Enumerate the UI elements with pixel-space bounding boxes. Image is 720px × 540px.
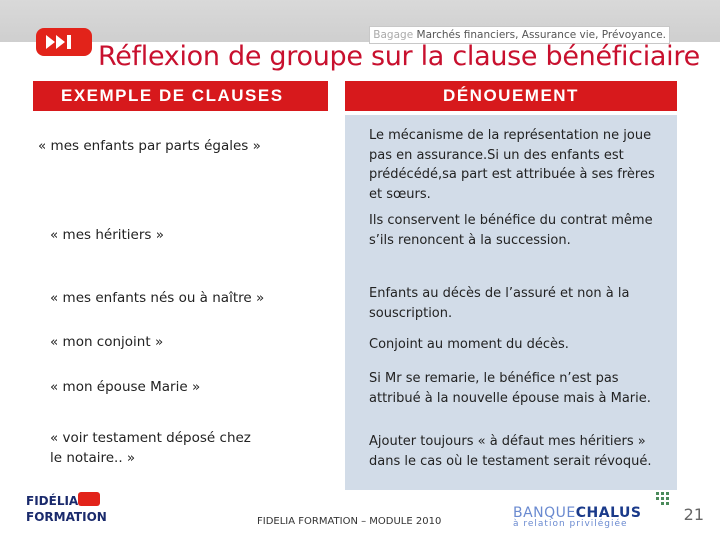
breadcrumb-muted: Bagage [373, 29, 414, 41]
outcome-item: Le mécanisme de la représentation ne joue pas en assurance.Si un des enfants est prédécédé,sa part est attribuée à ses frères et sœurs. [369, 128, 655, 202]
page-title: Réflexion de groupe sur la clause bénéficiaire [98, 41, 700, 72]
brand-right-tagline: à relation privilégiée [513, 519, 628, 529]
outcome-item: Enfants au décès de l’assuré et non à la souscription. [369, 286, 630, 321]
outcome-item: Ajouter toujours « à défaut mes héritiers » dans le cas où le testament serait révoqué. [369, 434, 652, 469]
page-number: 21 [683, 505, 704, 524]
fidelia-logo [36, 28, 92, 56]
clause-item: « mes enfants nés ou à naître » [50, 290, 265, 306]
clause-item: « mes héritiers » [50, 227, 164, 243]
fidelia-formation-logo [26, 492, 107, 532]
dot-grid-icon [656, 492, 670, 506]
column-header-outcome: DÉNOUEMENT [345, 81, 677, 111]
brand-left-line2: FORMATION [26, 510, 107, 524]
clause-item: « mon épouse Marie » [50, 379, 201, 395]
fast-forward-badge-icon [78, 492, 100, 506]
clause-item: « mes enfants par parts égales » [38, 138, 261, 154]
clause-item: « voir testament déposé chez [50, 430, 251, 446]
brand-right-name: BANQUECHALUS [513, 505, 642, 521]
footer-module-text: FIDELIA FORMATION – MODULE 2010 [257, 516, 442, 527]
clause-item: « mon conjoint » [50, 334, 164, 350]
column-header-clauses: EXEMPLE DE CLAUSES [33, 81, 328, 111]
outcome-item: Ils conservent le bénéfice du contrat même s’ils renoncent à la succession. [369, 213, 653, 248]
brand-left-line1: FIDÉLIA [26, 494, 79, 508]
banque-chalus-logo [513, 505, 663, 535]
clause-item: le notaire.. » [50, 450, 136, 466]
breadcrumb-text: Marchés financiers, Assurance vie, Prévoyance. [416, 29, 666, 41]
outcome-item: Conjoint au moment du décès. [369, 337, 569, 352]
fast-forward-icon [46, 34, 82, 50]
outcome-item: Si Mr se remarie, le bénéfice n’est pas attribué à la nouvelle épouse mais à Marie. [369, 371, 651, 406]
